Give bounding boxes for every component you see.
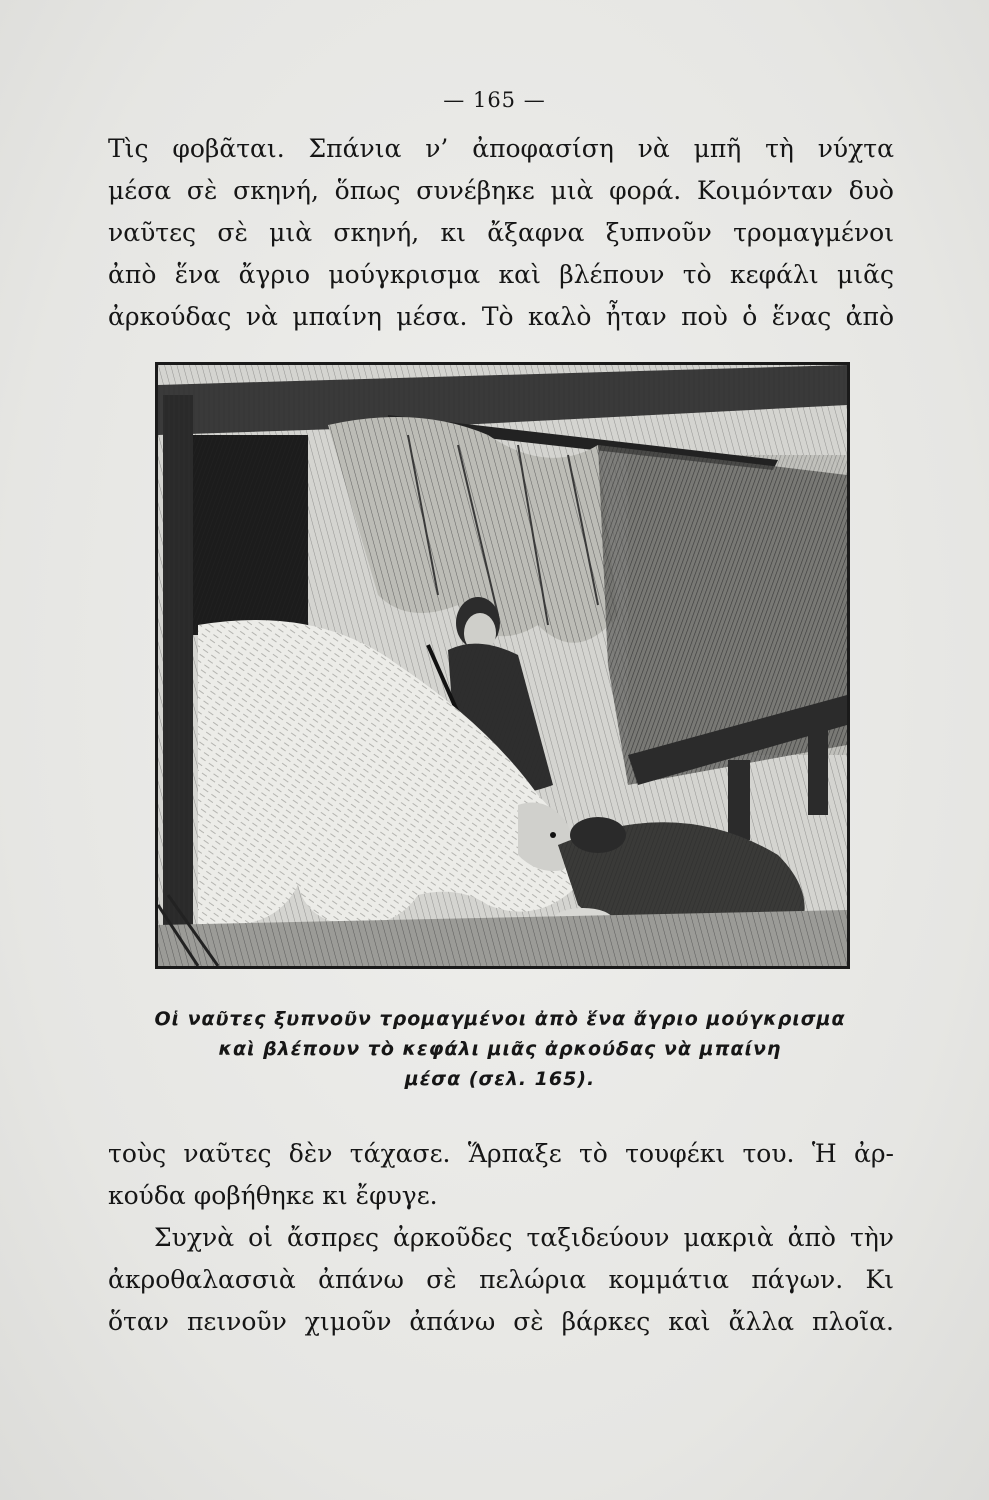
text-line: κούδα φοβήθηκε κι ἔφυγε.	[108, 1181, 438, 1210]
text-line: ὅταν πεινοῦν χιμοῦν ἀπάνω σὲ βάρκες καὶ ἄλλα πλοῖα.	[108, 1307, 894, 1336]
caption-line: καὶ βλέπουν τὸ κεφάλι μιᾶς ἀρκούδας νὰ μπαίνη	[218, 1038, 782, 1060]
text-line: ἀπὸ ἕνα ἄγριο μούγκρισμα καὶ βλέπουν τὸ κεφάλι μιᾶς	[108, 260, 894, 289]
text-line: Συχνὰ οἱ ἄσπρες ἀρκοῦδες ταξιδεύουν μακριὰ ἀπὸ τὴν	[154, 1223, 894, 1252]
text-line: ἀκροθαλασσιὰ ἀπάνω σὲ πελώρια κομμάτια πάγων. Κι	[108, 1265, 894, 1294]
text-block-bottom	[108, 1133, 894, 1343]
engraving-image	[158, 365, 847, 966]
text-line: ἀρκούδας νὰ μπαίνη μέσα. Τὸ καλὸ ἦταν ποὺ ὁ ἕνας ἀπὸ	[108, 302, 894, 331]
text-line: μέσα σὲ σκηνή, ὅπως συνέβηκε μιὰ φορά. Κοιμόνταν δυὸ	[108, 176, 894, 205]
illustration-bear-in-tent	[155, 362, 850, 969]
text-line: τοὺς ναῦτες δὲν τάχασε. Ἅρπαξε τὸ τουφέκι του. Ἡ ἀρ-	[108, 1139, 894, 1168]
caption-line: Οἱ ναῦτες ξυπνοῦν τρομαγμένοι ἀπὸ ἕνα ἄγριο μούγκρισμα	[154, 1008, 846, 1030]
page-number: — 165 —	[443, 88, 546, 112]
text-line: ναῦτες σὲ μιὰ σκηνή, κι ἄξαφνα ξυπνοῦν τρομαγμένοι	[108, 218, 894, 247]
caption-line: μέσα (σελ. 165).	[404, 1068, 596, 1090]
figure-caption	[120, 1004, 880, 1094]
text-block-top	[108, 128, 894, 338]
text-line: Τὶς φοβᾶται. Σπάνια ν’ ἀποφασίση νὰ μπῆ τὴ νύχτα	[108, 134, 894, 163]
